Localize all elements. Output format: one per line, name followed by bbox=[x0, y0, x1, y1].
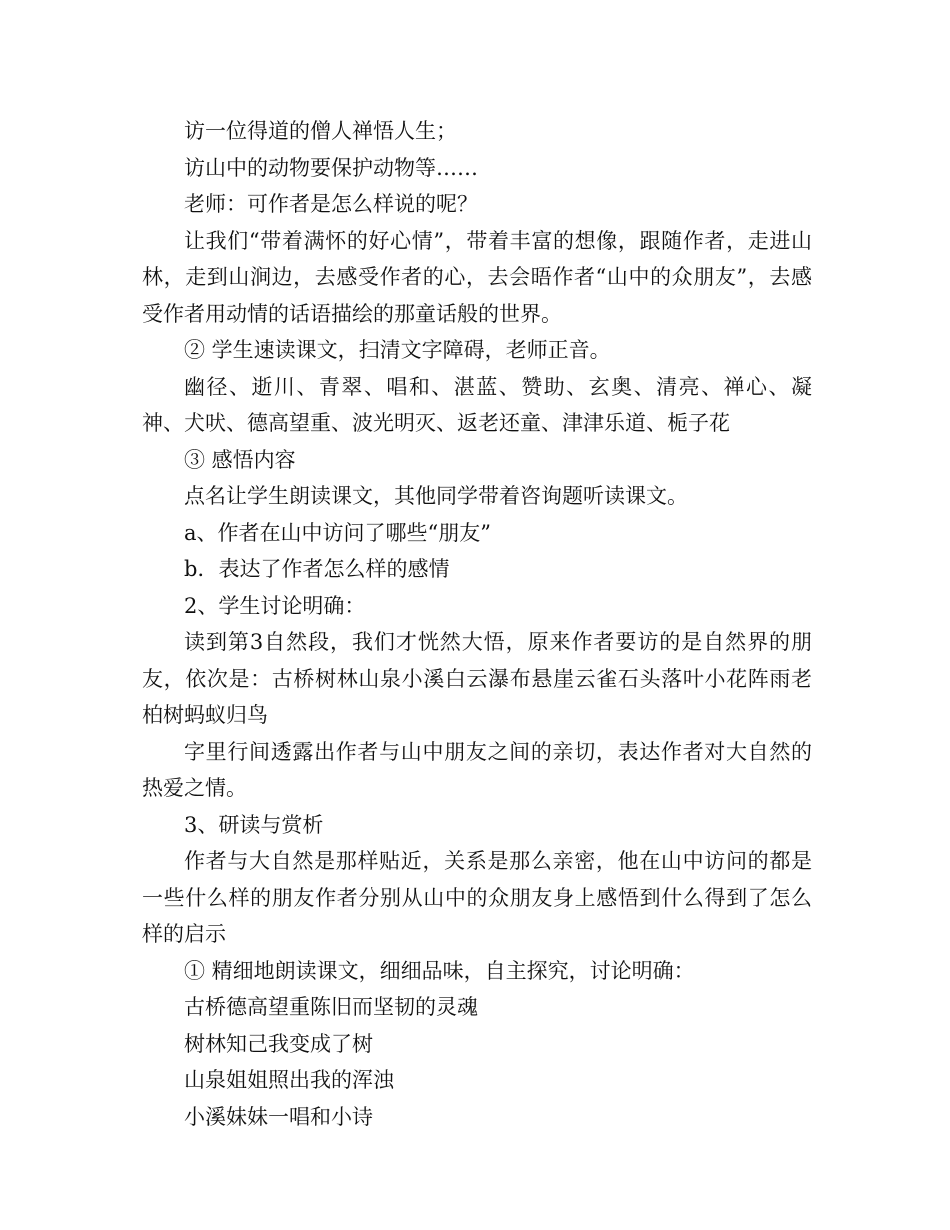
paragraph: 访一位得道的僧人禅悟人生； bbox=[184, 119, 457, 143]
paragraph: 让我们“带着满怀的好心情”，带着丰富的想像，跟随作者，走进山林，走到山涧边，去感受作者的心，去会晤作者“山中的众朋友”，去感受作者用动情的话语描绘的那童话般的世界。 bbox=[142, 228, 812, 326]
paragraph: 读到第3自然段，我们才恍然大悟，原来作者要访的是自然界的朋友，依次是：古桥树林山泉小溪白云瀑布悬崖云雀石头落叶小花阵雨老柏树蚂蚁归鸟 bbox=[142, 630, 812, 727]
paragraph: 点名让学生朗读课文，其他同学带着咨询题听读课文。 bbox=[184, 484, 688, 508]
paragraph: 访山中的动物要保护动物等…… bbox=[184, 155, 478, 180]
paragraph: 小溪妹妹一唱和小诗 bbox=[184, 1104, 373, 1129]
paragraph: 古桥德高望重陈旧而坚韧的灵魂 bbox=[184, 995, 478, 1019]
paragraph: 树林知己我变成了树 bbox=[184, 1031, 373, 1056]
paragraph: 3、研读与赏析 bbox=[184, 812, 324, 837]
paragraph: a、作者在山中访问了哪些“朋友” bbox=[184, 520, 491, 545]
paragraph: 作者与大自然是那样贴近，关系是那么亲密，他在山中访问的都是一些什么样的朋友作者分别从山中的众朋友身上感悟到什么得到了怎么样的启示 bbox=[142, 849, 812, 946]
paragraph: ① 精细地朗读课文，细细品味，自主探究，讨论明确： bbox=[184, 958, 695, 983]
paragraph: b．表达了作者怎么样的感情 bbox=[184, 557, 450, 581]
paragraph: 幽径、逝川、青翠、唱和、湛蓝、赞助、玄奥、清亮、禅心、凝神、犬吠、德高望重、波光明灭、返老还童、津津乐道、栀子花 bbox=[142, 374, 812, 435]
paragraph: ② 学生速读课文，扫清文字障碍，老师正音。 bbox=[184, 338, 611, 362]
document-body bbox=[142, 113, 812, 1135]
paragraph: 字里行间透露出作者与山中朋友之间的亲切，表达作者对大自然的热爱之情。 bbox=[142, 739, 812, 800]
paragraph: 老师：可作者是怎么样说的呢？ bbox=[184, 192, 478, 216]
paragraph: ③ 感悟内容 bbox=[184, 447, 296, 472]
paragraph: 2、学生讨论明确： bbox=[184, 593, 366, 618]
paragraph: 山泉姐姐照出我的浑浊 bbox=[184, 1068, 394, 1092]
